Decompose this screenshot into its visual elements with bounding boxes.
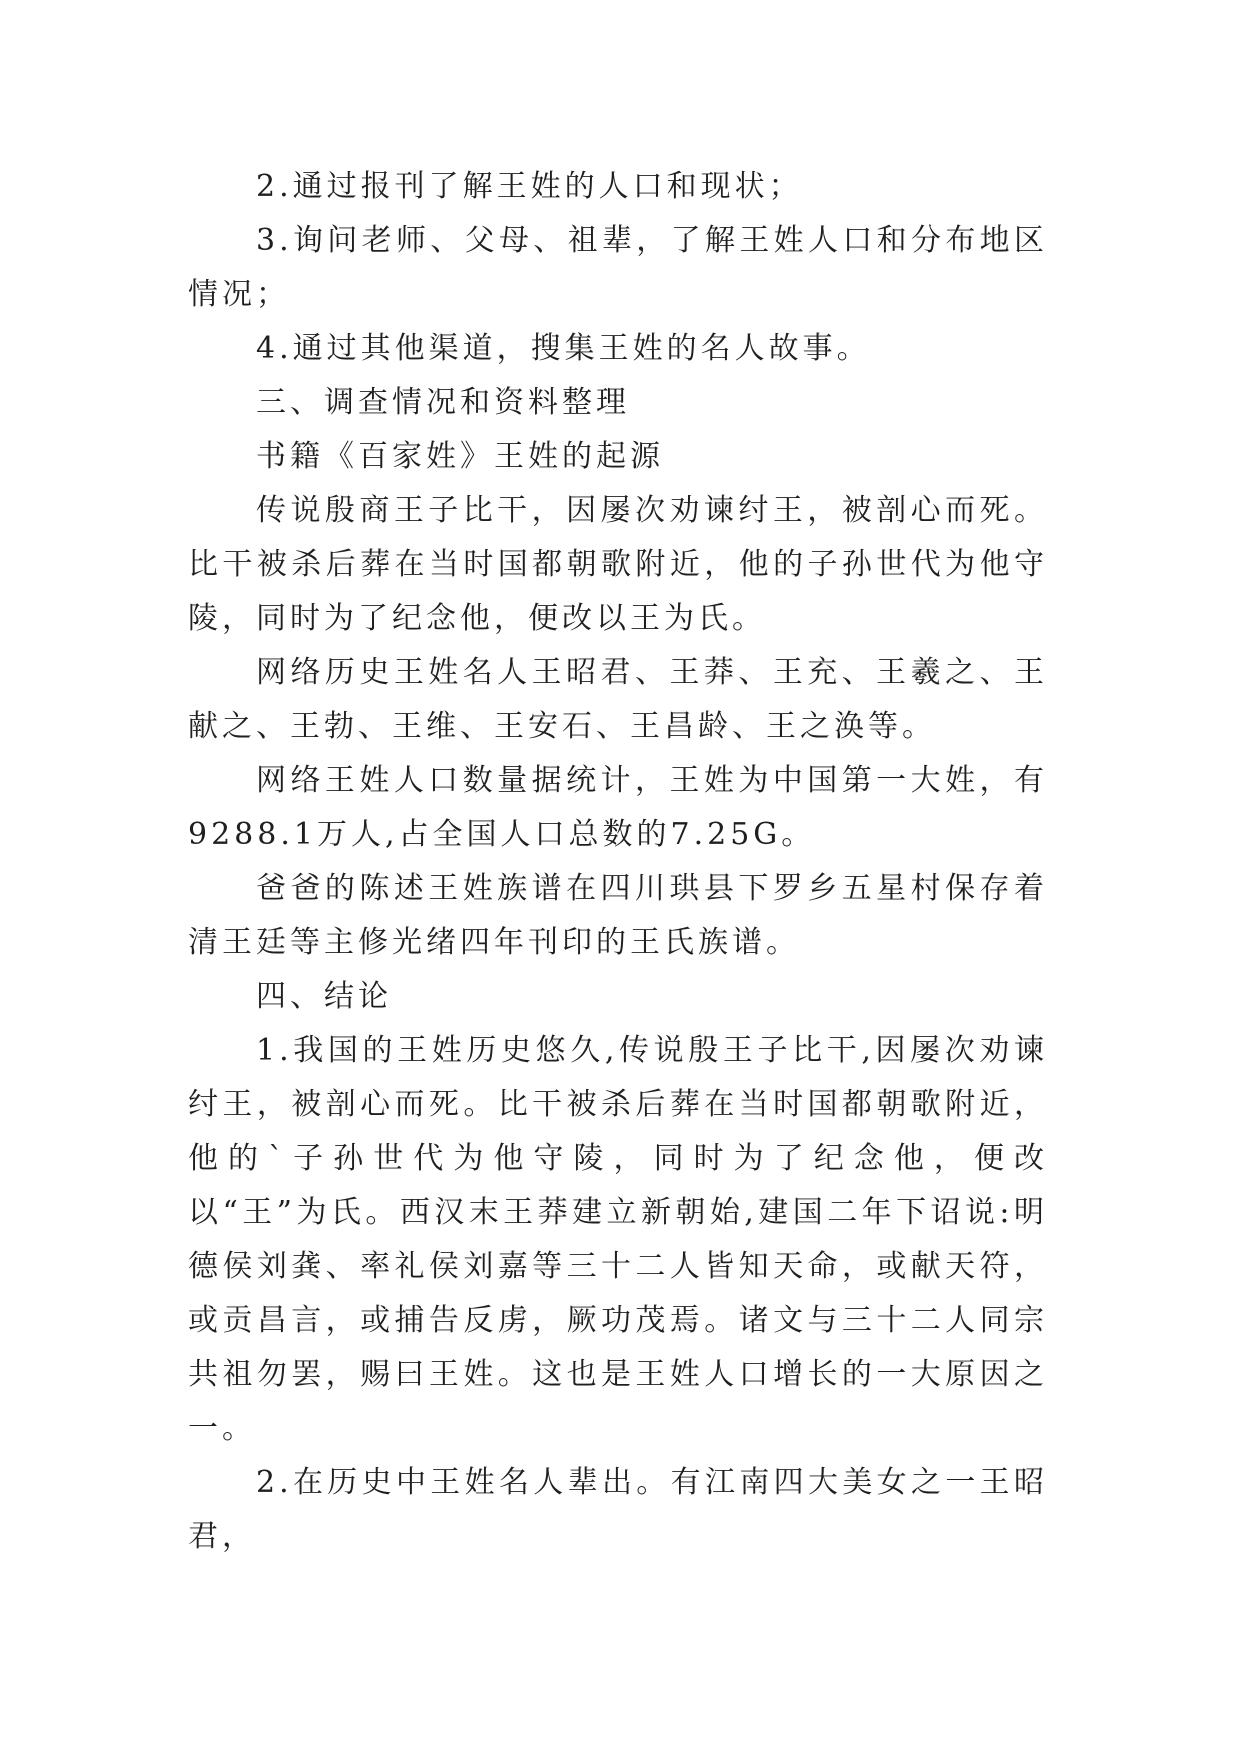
paragraph-famous-people: 网络历史王姓名人王昭君、王莽、王充、王羲之、王献之、王勃、王维、王安石、王昌龄、王之涣等。 — [188, 655, 1048, 744]
paragraph-book-source: 书籍《百家姓》王姓的起源 — [256, 439, 664, 474]
paragraph-conclusion-1: 1.我国的王姓历史悠久,传说殷王子比干,因屡次劝谏纣王，被剖心而死。比干被杀后葬在当时国都朝歌附近，他的`子孙世代为他守陵，同时为了纪念他，便改以“王”为氏。西汉末王莽建立新朝始,建国二年下诏说:明德侯刘龚、率礼侯刘嘉等三十二人皆知天命，或献天符，或贡昌言，或捕告反虏，厥功茂焉。诸文与三十二人同宗共祖勿罢，赐曰王姓。这也是王姓人口增长的一大原因之一。 — [188, 1033, 1048, 1446]
paragraph-method-2: 2.通过报刊了解王姓的人口和现状； — [256, 169, 803, 204]
paragraph-origin-legend: 传说殷商王子比干，因屡次劝谏纣王，被剖心而死。比干被杀后葬在当时国都朝歌附近，他的子孙世代为他守陵，同时为了纪念他，便改以王为氏。 — [188, 493, 1048, 636]
paragraph-family-tree: 爸爸的陈述王姓族谱在四川珙县下罗乡五星村保存着清王廷等主修光绪四年刊印的王氏族谱。 — [188, 871, 1048, 960]
section-heading-4: 四、结论 — [256, 979, 392, 1014]
paragraph-population: 网络王姓人口数量据统计，王姓为中国第一大姓，有9288.1万人,占全国人口总数的7.25G。 — [188, 763, 1048, 852]
document-body — [188, 160, 1048, 1564]
section-heading-3: 三、调查情况和资料整理 — [256, 385, 630, 420]
paragraph-method-4: 4.通过其他渠道，搜集王姓的名人故事。 — [256, 331, 871, 366]
paragraph-method-3: 3.询问老师、父母、祖辈，了解王姓人口和分布地区情况； — [188, 223, 1048, 312]
paragraph-conclusion-2: 2.在历史中王姓名人辈出。有江南四大美女之一王昭君， — [188, 1465, 1048, 1554]
